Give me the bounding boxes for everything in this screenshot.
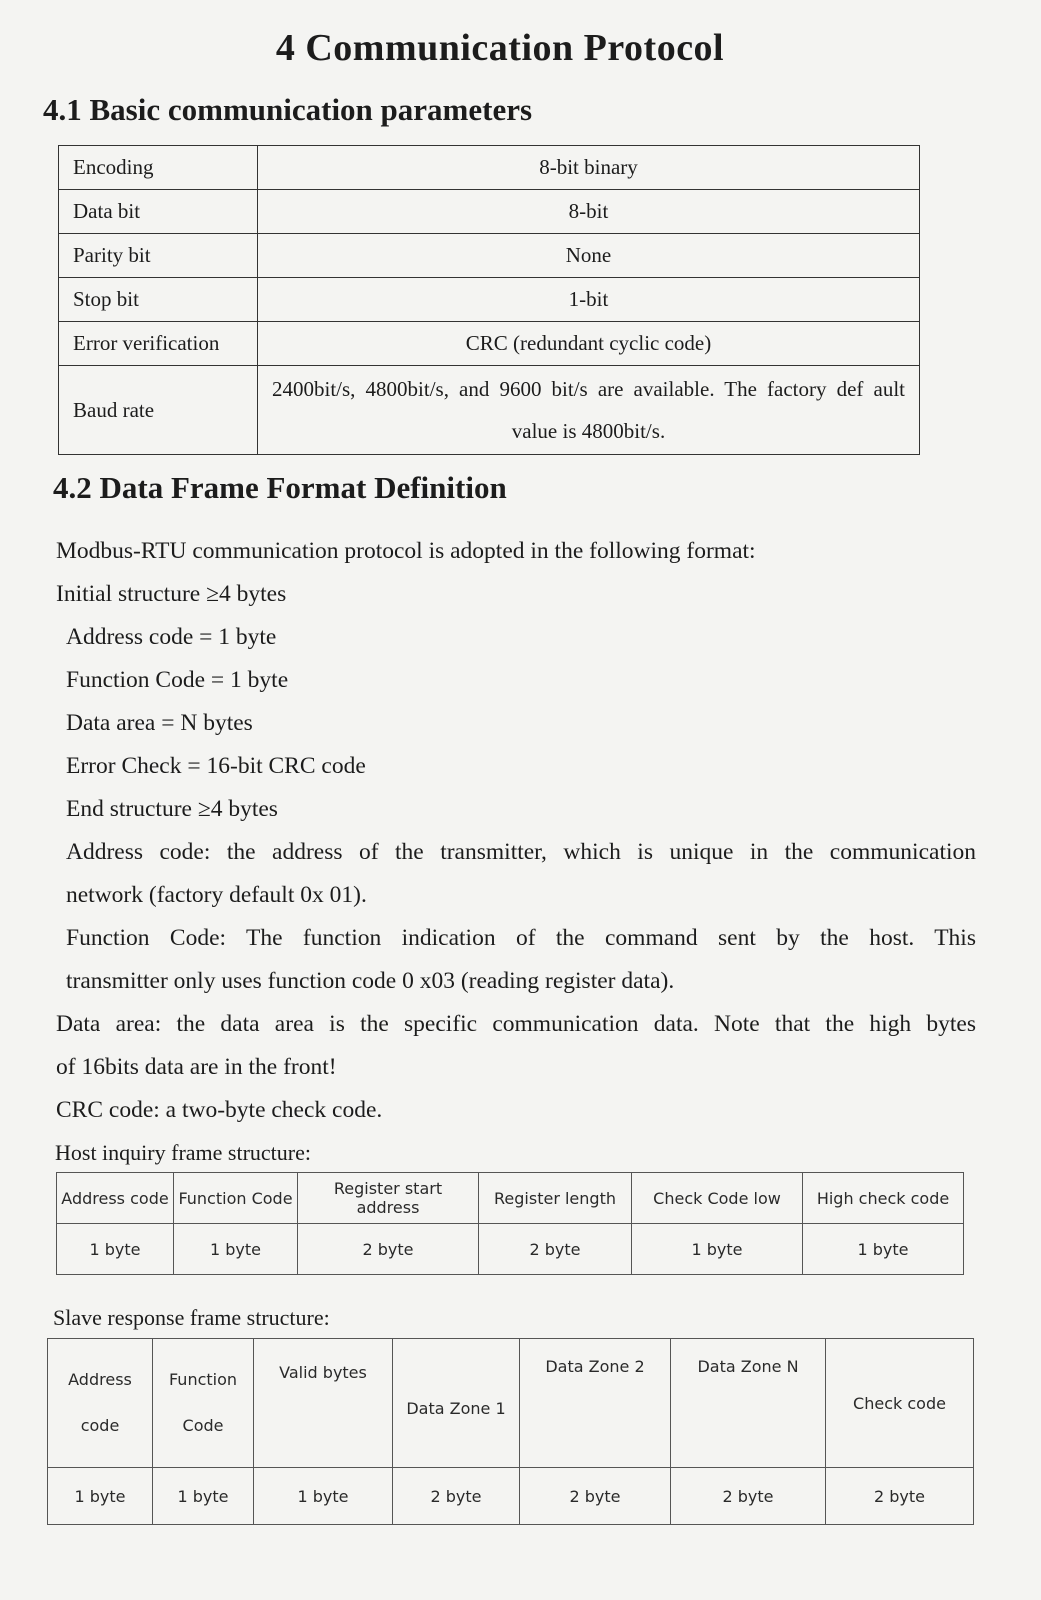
frame-header-line: Address [68, 1370, 132, 1389]
param-name: Stop bit [59, 278, 258, 322]
frame-header: High check code [803, 1173, 964, 1224]
frame-size: 1 byte [803, 1224, 964, 1275]
param-name: Error verification [59, 322, 258, 366]
frame-header: Check Code low [632, 1173, 803, 1224]
frame-size: 1 byte [57, 1224, 174, 1275]
body-line: Function Code = 1 byte [66, 667, 289, 693]
frame-header [153, 1339, 254, 1468]
body-line: Error Check = 16-bit CRC code [66, 753, 366, 779]
body-line: Initial structure ≥4 bytes [56, 581, 287, 607]
param-value: None [258, 234, 920, 278]
table-row [59, 322, 920, 366]
frame-size: 2 byte [479, 1224, 632, 1275]
param-name: Baud rate [59, 366, 258, 455]
frame-header: Register length [479, 1173, 632, 1224]
body-line: Data area = N bytes [66, 710, 253, 736]
table-row [57, 1224, 964, 1275]
frame-size: 1 byte [153, 1468, 254, 1525]
frame-size: 1 byte [48, 1468, 153, 1525]
table-row [59, 366, 920, 455]
body-line: Function Code: The function indication of the command sent by the host. This [66, 925, 976, 951]
frame-size: 2 byte [393, 1468, 520, 1525]
frame-size: 1 byte [254, 1468, 393, 1525]
basic-parameters-table [58, 145, 920, 455]
section-4-2-title: 4.2 Data Frame Format Definition [53, 470, 507, 505]
frame-size: 2 byte [520, 1468, 671, 1525]
param-value: 1-bit [258, 278, 920, 322]
frame-header-line: code [80, 1416, 120, 1435]
body-line: CRC code: a two-byte check code. [56, 1097, 383, 1123]
table-row [59, 234, 920, 278]
body-line: Address code = 1 byte [66, 624, 277, 650]
frame-size: 1 byte [174, 1224, 298, 1275]
table-row [59, 146, 920, 190]
param-value: 2400bit/s, 4800bit/s, and 9600 bit/s are available. The factory def ault value is 4800bit/s. [258, 366, 920, 455]
table-row [57, 1173, 964, 1224]
slave-response-frame-table [47, 1338, 974, 1525]
frame-header: Data Zone 2 [520, 1339, 671, 1468]
frame-header: Check code [826, 1339, 974, 1468]
section-4-1-title: 4.1 Basic communication parameters [43, 92, 533, 127]
param-value: 8-bit binary [258, 146, 920, 190]
frame-header: Data Zone N [671, 1339, 826, 1468]
frame-header [48, 1339, 153, 1468]
body-line: Data area: the data area is the specific communication data. Note that the high bytes [56, 1011, 976, 1037]
host-inquiry-frame-table [56, 1172, 964, 1275]
frame-header: Function Code [174, 1173, 298, 1224]
slave-frame-caption: Slave response frame structure: [53, 1305, 330, 1330]
table-row [59, 278, 920, 322]
section-4-2-body [56, 530, 976, 1132]
frame-header: Data Zone 1 [393, 1339, 520, 1468]
host-frame-caption: Host inquiry frame structure: [55, 1140, 311, 1165]
body-line: transmitter only uses function code 0 x03 (reading register data). [66, 968, 675, 994]
table-row [48, 1339, 974, 1468]
body-line: Modbus-RTU communication protocol is adopted in the following format: [56, 538, 756, 564]
frame-size: 2 byte [671, 1468, 826, 1525]
frame-header-line: Code [182, 1416, 224, 1435]
param-name: Parity bit [59, 234, 258, 278]
param-value: CRC (redundant cyclic code) [258, 322, 920, 366]
body-line: Address code: the address of the transmitter, which is unique in the communication [66, 839, 976, 865]
frame-size: 2 byte [298, 1224, 479, 1275]
body-line: End structure ≥4 bytes [66, 796, 278, 822]
frame-header: Register start address [298, 1173, 479, 1224]
table-row [59, 190, 920, 234]
frame-size: 2 byte [826, 1468, 974, 1525]
frame-size: 1 byte [632, 1224, 803, 1275]
frame-header: Valid bytes [254, 1339, 393, 1468]
body-line: of 16bits data are in the front! [56, 1054, 337, 1080]
chapter-title: 4 Communication Protocol [275, 27, 725, 69]
param-name: Encoding [59, 146, 258, 190]
body-line: network (factory default 0x 01). [66, 882, 367, 908]
param-value: 8-bit [258, 190, 920, 234]
frame-header-line: Function [168, 1370, 238, 1389]
param-name: Data bit [59, 190, 258, 234]
frame-header: Address code [57, 1173, 174, 1224]
table-row [48, 1468, 974, 1525]
